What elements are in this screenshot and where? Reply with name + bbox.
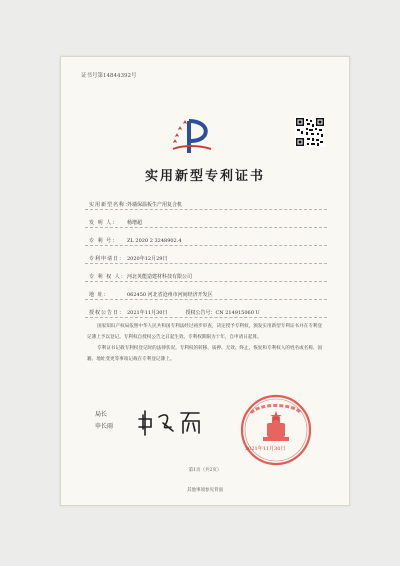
field-value: 外墙保温板生产用复合机 (127, 202, 183, 208)
page-title: 实用新型专利证书 (144, 169, 265, 184)
field-value: 河北英能造建材科技有限公司 (127, 274, 193, 280)
director-title: 局长 (95, 411, 108, 418)
director-name: 申长雨 (95, 423, 114, 430)
grant-number: 授权公告号：CN 214915060 U (185, 310, 260, 316)
divider (85, 209, 327, 210)
qr-code-icon (295, 117, 325, 147)
field-row-patent-number (89, 237, 182, 244)
field-label: 地 址： (89, 292, 110, 298)
page-number: 第1页（共2页） (188, 468, 222, 473)
footer-note: 其他事项参见背面 (187, 488, 223, 493)
field-value: 2020年12月29日 (127, 256, 168, 262)
field-row-name (89, 201, 182, 208)
divider (85, 281, 327, 282)
field-row-filing-date (89, 255, 167, 262)
field-value: 杨增超 (127, 220, 143, 226)
field-label: 专利申请日： (89, 256, 126, 262)
patent-certificate (60, 56, 350, 506)
signature-icon (137, 407, 209, 437)
body-paragraph: 国家知识产权局依照中华人民共和国专利法经过初步审查，决定授予专利权，颁发实用新型专利证书并在专利登记簿上予以登记。专利权自授权公告之日起生效。专利权期限为十年，自申请日起算。 (87, 324, 323, 340)
field-value: 2021年11月30日 (127, 310, 168, 316)
divider (85, 263, 327, 264)
divider (85, 317, 327, 318)
field-row-patentee (89, 273, 192, 280)
field-row-address (89, 291, 213, 298)
field-label: 实用新型名称： (89, 202, 132, 208)
cnipa-logo-icon (169, 115, 215, 157)
field-label: 授权公告日： (89, 310, 126, 316)
field-label: 发 明 人： (89, 220, 119, 226)
divider (85, 299, 327, 300)
official-seal-icon (239, 393, 313, 467)
certificate-body (87, 321, 323, 365)
divider (85, 245, 327, 246)
field-value: 062450 河北省沧州市河间经济开发区 (127, 292, 213, 298)
field-row-inventor (89, 219, 142, 226)
divider (85, 227, 327, 228)
field-label: 专 利 权 人： (89, 274, 127, 280)
field-row-grant-date (89, 309, 260, 316)
body-paragraph: 专利证书记载专利权登记时的法律状况。专利权的转移、质押、无效、终止、恢复和专利权人的姓名或名称、国籍、地址变更等事项记载在专利登记簿上。 (87, 346, 323, 362)
seal-date: 2021年11月30日 (245, 446, 286, 452)
field-label: 专 利 号： (89, 238, 119, 244)
certificate-number: 证书号第14844392号 (81, 73, 137, 79)
field-value: ZL 2020 2 3248902.4 (127, 238, 182, 244)
